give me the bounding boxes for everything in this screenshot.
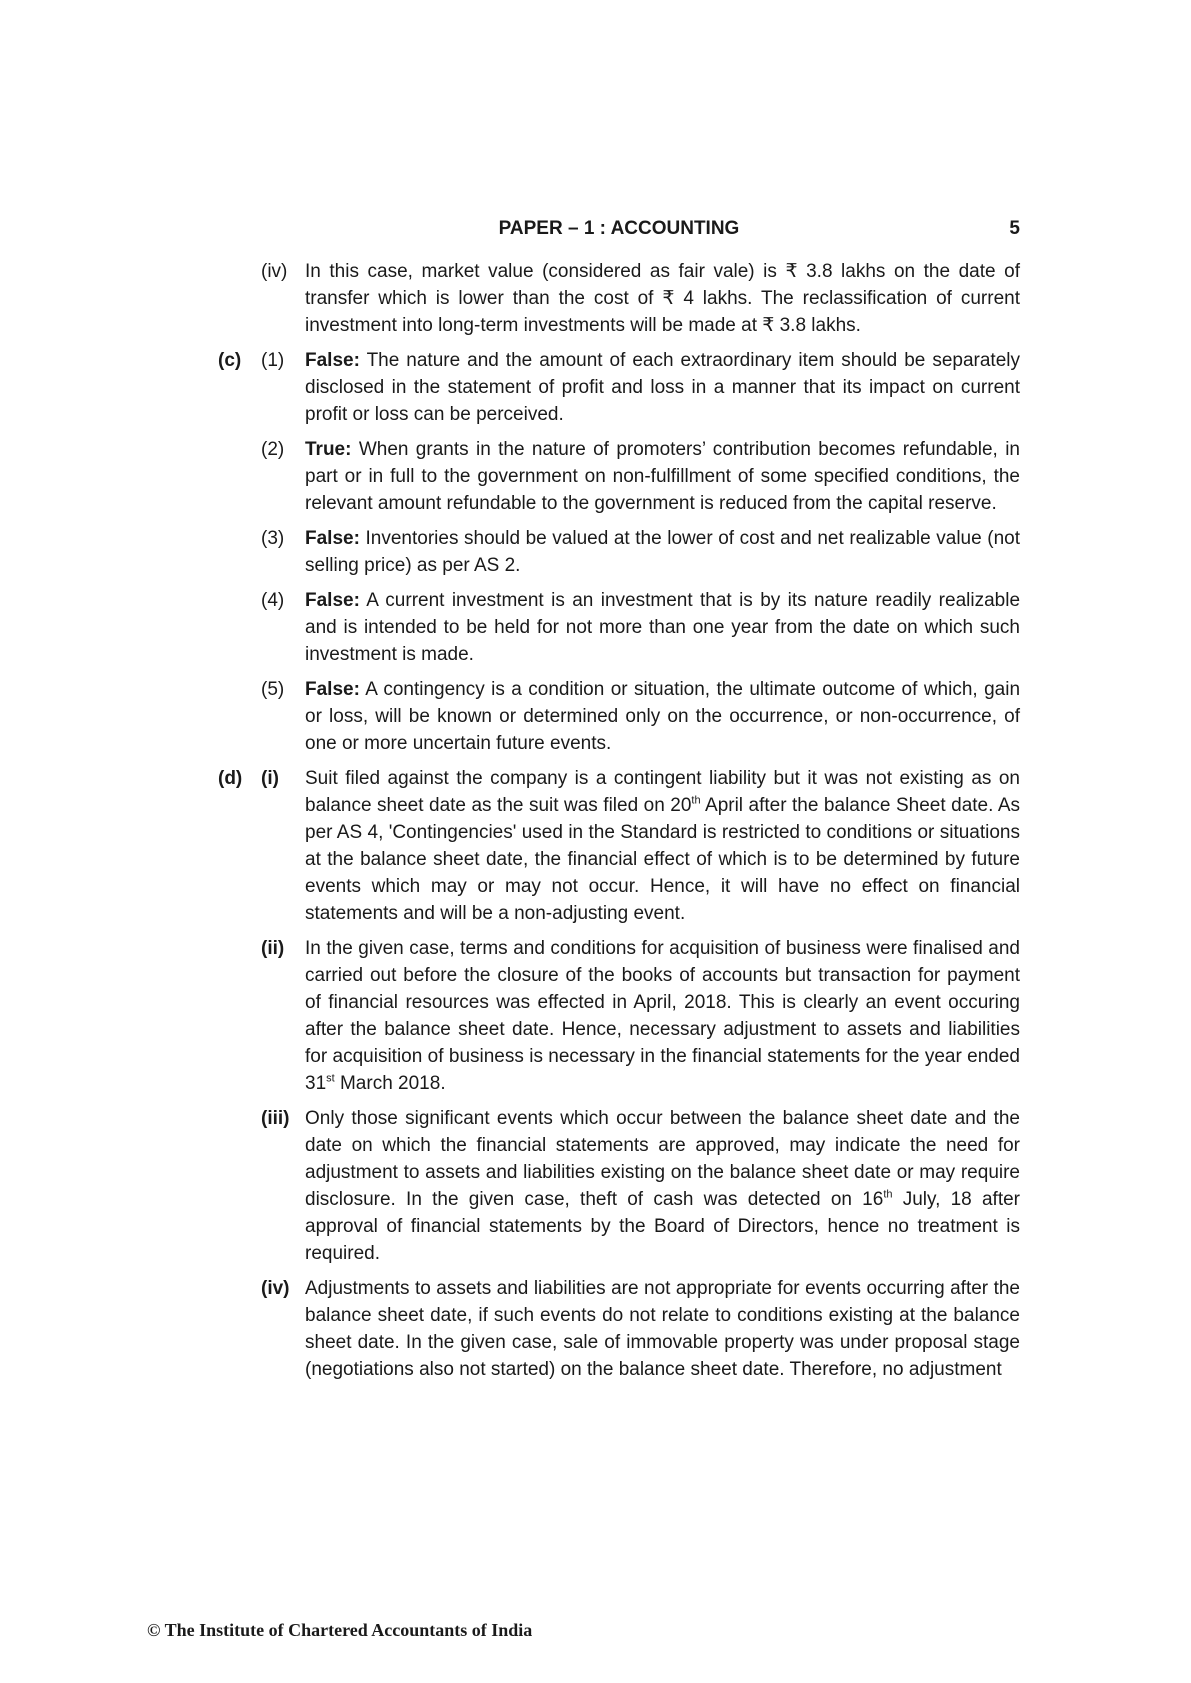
item-text: In the given case, terms and conditions for acquisition of business were finalised and carried out before the closure of the books of accounts but transaction for payment of financial resources was effected in April, 2018. This is clearly an event occuring after the balance sheet date. Hence, necessary adjustment to assets and liabilities for acquisition of business is necessary in the financial statements for the year ended 31st March 2018. [305, 938, 1020, 1094]
item-text: False: Inventories should be valued at the lower of cost and net realizable value (not selling price) as per AS 2. [305, 528, 1020, 576]
item-number: (ii) [261, 938, 285, 959]
answer-item [218, 765, 1020, 927]
section-label: (d) [218, 768, 243, 789]
verdict-label: True: [305, 439, 352, 460]
item-number: (i) [261, 768, 279, 789]
verdict-label: False: [305, 350, 360, 371]
answer-item [218, 1105, 1020, 1267]
item-number: (iv) [261, 261, 288, 282]
answer-item [218, 935, 1020, 1097]
footer-copyright: © The Institute of Chartered Accountants of India [147, 1620, 533, 1640]
item-number: (4) [261, 590, 285, 611]
item-text: True: When grants in the nature of promoters’ contribution becomes refundable, in part or in full to the government on non-fulfillment of some specified conditions, the relevant amount refundable to the government is reduced from the capital reserve. [305, 439, 1020, 514]
verdict-label: False: [305, 679, 360, 700]
item-text: Only those significant events which occur between the balance sheet date and the date on which the financial statements are approved, may indicate the need for adjustment to assets and liabilities existing on the balance sheet date or may require disclosure. In the given case, theft of cash was detected on 16th July, 18 after approval of financial statements by the Board of Directors, hence no treatment is required. [305, 1108, 1020, 1264]
item-number: (3) [261, 528, 285, 549]
item-number: (iv) [261, 1278, 290, 1299]
answer-item [218, 436, 1020, 517]
item-text: Suit filed against the company is a contingent liability but it was not existing as on balance sheet date as the suit was filed on 20th April after the balance Sheet date. As per AS 4, 'Contingencies' used in the Standard is restricted to conditions or situations at the balance sheet date, the financial effect of which is to be determined by future events which may or may not occur. Hence, it will have no effect on financial statements and will be a non-adjusting event. [305, 768, 1020, 924]
item-number: (5) [261, 679, 285, 700]
answer-item [218, 676, 1020, 757]
item-number: (iii) [261, 1108, 290, 1129]
item-number: (1) [261, 350, 285, 371]
page-header [218, 218, 1020, 244]
verdict-label: False: [305, 528, 360, 549]
item-text: Adjustments to assets and liabilities are not appropriate for events occurring after the balance sheet date, if such events do not relate to conditions existing at the balance sheet date. In the given case, sale of immovable property was under proposal stage (negotiations also not started) on the balance sheet date. Therefore, no adjustment [305, 1278, 1020, 1380]
answer-item [218, 1275, 1020, 1383]
item-text: False: The nature and the amount of each extraordinary item should be separately disclosed in the statement of profit and loss in a manner that its impact on current profit or loss can be perceived. [305, 350, 1020, 425]
page-number: 5 [1009, 218, 1020, 239]
section-label: (c) [218, 350, 242, 371]
answer-item [218, 587, 1020, 668]
item-text: False: A current investment is an investment that is by its nature readily realizable and is intended to be held for not more than one year from the date on which such investment is made. [305, 590, 1021, 665]
verdict-label: False: [305, 590, 360, 611]
answer-item [218, 347, 1020, 428]
item-number: (2) [261, 439, 285, 460]
answer-content [218, 258, 1020, 1391]
page-title: PAPER – 1 : ACCOUNTING [498, 218, 740, 239]
answer-item [218, 258, 1020, 339]
item-text: False: A contingency is a condition or situation, the ultimate outcome of which, gain or loss, will be known or determined only on the occurrence, or non-occurrence, of one or more uncertain future events. [305, 679, 1021, 754]
item-text: In this case, market value (considered as fair vale) is ₹ 3.8 lakhs on the date of transfer which is lower than the cost of ₹ 4 lakhs. The reclassification of current investment into long-term investments will be made at ₹ 3.8 lakhs. [305, 261, 1020, 336]
answer-item [218, 525, 1020, 579]
